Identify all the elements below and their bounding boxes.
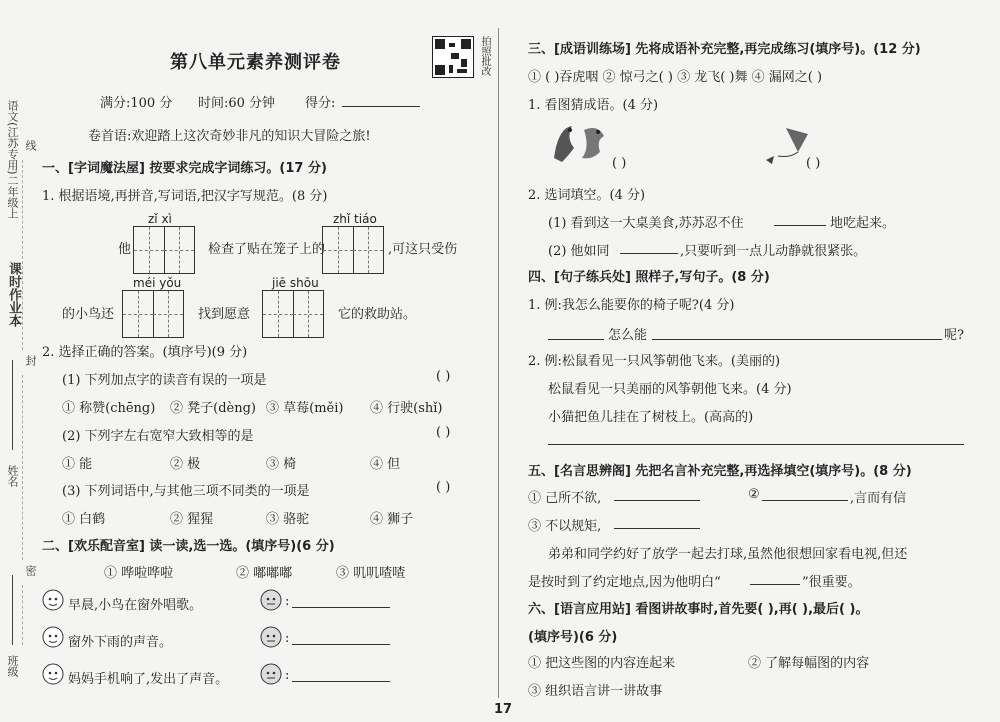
option: ③ 组织语言讲一讲故事: [528, 684, 663, 699]
s1-question-2: 2. 选择正确的答案。(填序号)(9 分): [42, 345, 248, 360]
fill-text: ① 己所不欲,: [528, 491, 602, 506]
section-5-heading: 五、[名言思辨阁] 先把名言补充完整,再选择填空(填序号)。(8 分): [528, 464, 912, 479]
colon: :: [285, 668, 290, 683]
section-6-sub: (填序号)(6 分): [528, 630, 618, 645]
cartoon-wolf-icon: [258, 662, 284, 686]
cartoon-sheep-icon: [40, 625, 66, 649]
cut-mark: 线: [24, 140, 37, 151]
intro-text: 卷首语:欢迎踏上这次奇妙非凡的知识大冒险之旅!: [88, 129, 371, 144]
sub-question-2: (2) 下列字左右宽窄大致相等的是: [62, 429, 254, 444]
name-label: 姓名: [6, 465, 19, 487]
section-1-heading: 一、[字词魔法屋] 按要求完成字词练习。(17 分): [42, 161, 327, 176]
word-grid[interactable]: [133, 226, 195, 274]
option: ④ 但: [370, 457, 401, 472]
option: ② 了解每幅图的内容: [748, 656, 870, 671]
cartoon-wolf-icon: [258, 625, 284, 649]
cut-mark: 封: [24, 355, 37, 366]
pinyin: méi yǒu: [133, 276, 182, 290]
answer-blank[interactable]: [292, 597, 390, 608]
answer-blank[interactable]: [762, 490, 848, 501]
answer-blank[interactable]: [292, 671, 390, 682]
option: ③ 草莓(měi): [266, 401, 344, 416]
example-sentence: 松鼠看见一只美丽的风筝朝他飞来。(4 分): [548, 382, 792, 397]
answer-line[interactable]: [548, 434, 964, 445]
answer-paren[interactable]: ( ): [436, 369, 451, 384]
option: ④ 行驶(shǐ): [370, 401, 443, 416]
name-blank[interactable]: [12, 360, 13, 450]
s1-text: 找到愿意: [198, 307, 251, 322]
cut-line: [22, 585, 23, 645]
idiom-blanks[interactable]: ① ( )吞虎咽 ② 惊弓之( ) ③ 龙飞( )舞 ④ 漏网之( ): [528, 70, 823, 85]
option: ② 极: [170, 457, 201, 472]
fill-text: 呢?: [944, 328, 964, 343]
fill-text: 地吃起来。: [830, 216, 896, 231]
option: ① 能: [62, 457, 93, 472]
column-divider: [498, 28, 499, 698]
cartoon-wolf-icon: [258, 588, 284, 612]
prompt-sentence: 小猫把鱼儿挂在了树枝上。(高高的): [548, 410, 754, 425]
s1-text: ,可这只受伤: [388, 242, 458, 257]
section-6-heading: 六、[语言应用站] 看图讲故事时,首先要( ),再( ),最后( )。: [528, 602, 869, 617]
paragraph: 弟弟和同学约好了放学一起去打球,虽然他很想回家看电视,但还: [548, 547, 908, 562]
s1-text: 它的救助站。: [338, 307, 417, 322]
page-number: 17: [494, 702, 513, 717]
qr-note: 拍照批改: [479, 36, 490, 76]
option: ④ 狮子: [370, 512, 414, 527]
subject-label: 语文(江苏专用)二年级上: [6, 100, 19, 219]
score-blank[interactable]: [342, 94, 420, 107]
word-grid[interactable]: [122, 290, 184, 338]
s4-question-1: 1. 例:我怎么能要你的椅子呢?(4 分): [528, 298, 735, 313]
fill-text: ,只要听到一点儿动静就很紧张。: [680, 244, 867, 259]
fill-text: 怎么能: [608, 328, 648, 343]
option: ② 凳子(dèng): [170, 401, 256, 416]
score-label: 得分:: [305, 96, 336, 111]
answer-blank[interactable]: [614, 490, 700, 501]
answer-paren[interactable]: ( ): [612, 156, 627, 171]
option: ① 白鹤: [62, 512, 106, 527]
answer-blank[interactable]: [548, 329, 604, 340]
fill-text: ②: [748, 487, 760, 502]
dub-item: 窗外下雨的声音。: [68, 635, 173, 650]
section-3-heading: 三、[成语训练场] 先将成语补充完整,再完成练习(填序号)。(12 分): [528, 42, 921, 57]
pinyin: zǐ xì: [148, 212, 172, 226]
s1-text: 他: [118, 242, 132, 257]
full-score: 满分:100 分: [100, 96, 173, 111]
answer-blank[interactable]: [750, 574, 800, 585]
cut-line: [22, 160, 23, 350]
cut-line: [22, 375, 23, 560]
paragraph: ”很重要。: [802, 575, 861, 590]
answer-blank[interactable]: [652, 329, 942, 340]
pinyin: zhǐ tiáo: [333, 212, 377, 226]
page-title: 第八单元素养测评卷: [170, 52, 341, 73]
cut-mark: 密: [24, 565, 37, 576]
answer-paren[interactable]: ( ): [436, 480, 451, 495]
sound-option: ② 嘟嘟嘟: [236, 566, 293, 581]
word-grid[interactable]: [322, 226, 384, 274]
fill-text: ③ 不以规矩,: [528, 519, 602, 534]
series-label: 课时作业本: [6, 262, 21, 327]
answer-blank[interactable]: [620, 243, 678, 254]
answer-paren[interactable]: ( ): [806, 156, 821, 171]
fill-text: ,言而有信: [850, 491, 907, 506]
section-4-heading: 四、[句子练兵处] 照样子,写句子。(8 分): [528, 270, 770, 285]
s1-question-1: 1. 根据语境,再拼音,写词语,把汉字写规范。(8 分): [42, 189, 328, 204]
dragon-phoenix-image: [548, 118, 610, 168]
option: ③ 椅: [266, 457, 297, 472]
sound-option: ① 哗啦哗啦: [104, 566, 174, 581]
dub-item: 妈妈手机响了,发出了声音。: [68, 672, 229, 687]
answer-paren[interactable]: ( ): [436, 425, 451, 440]
pinyin: jiē shōu: [272, 276, 319, 290]
colon: :: [285, 631, 290, 646]
s3-question-2: 2. 选词填空。(4 分): [528, 188, 646, 203]
sound-option: ③ 叽叽喳喳: [336, 566, 406, 581]
sub-question-3: (3) 下列词语中,与其他三项不同类的一项是: [62, 484, 310, 499]
fill-text: (2) 他如同: [548, 244, 610, 259]
binding-spine: [0, 0, 36, 722]
option: ① 称赞(chēng): [62, 401, 156, 416]
s1-text: 的小鸟还: [62, 307, 115, 322]
exam-time: 时间:60 分钟: [198, 96, 276, 111]
cartoon-sheep-icon: [40, 588, 66, 612]
paragraph: 是按时到了约定地点,因为他明白“: [528, 575, 721, 590]
class-label: 班级: [6, 655, 19, 677]
dub-item: 早晨,小鸟在窗外唱歌。: [68, 598, 203, 613]
qr-code-icon[interactable]: [432, 36, 474, 78]
option: ① 把这些图的内容连起来: [528, 656, 676, 671]
sub-question-1: (1) 下列加点字的读音有误的一项是: [62, 373, 267, 388]
section-2-heading: 二、[欢乐配音室] 读一读,选一选。(填序号)(6 分): [42, 539, 335, 554]
colon: :: [285, 594, 290, 609]
s1-text: 检查了贴在笼子上的: [208, 242, 326, 257]
cartoon-sheep-icon: [40, 662, 66, 686]
word-grid[interactable]: [262, 290, 324, 338]
option: ② 猩猩: [170, 512, 214, 527]
answer-blank[interactable]: [774, 215, 826, 226]
fill-text: (1) 看到这一大桌美食,苏苏忍不住: [548, 216, 744, 231]
s4-question-2: 2. 例:松鼠看见一只风筝朝他飞来。(美丽的): [528, 354, 781, 369]
class-blank[interactable]: [12, 575, 13, 645]
answer-blank[interactable]: [292, 634, 390, 645]
answer-blank[interactable]: [614, 518, 700, 529]
s3-question-1: 1. 看图猜成语。(4 分): [528, 98, 659, 113]
option: ③ 骆驼: [266, 512, 310, 527]
